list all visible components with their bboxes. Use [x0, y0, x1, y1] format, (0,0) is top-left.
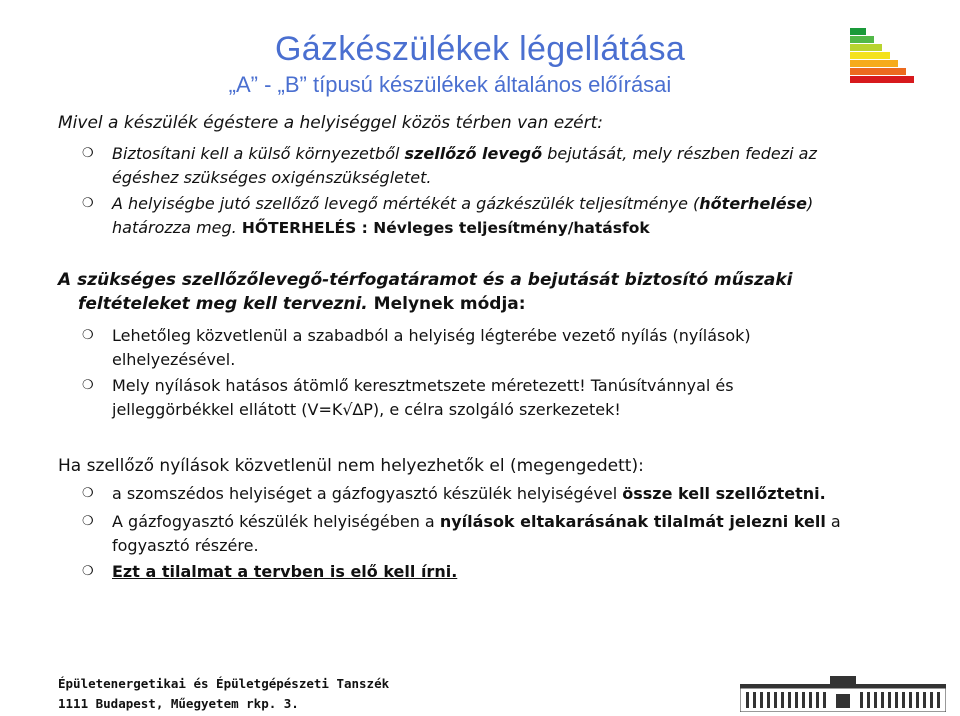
text: a [825, 512, 841, 531]
bullet-icon: ❍ [82, 328, 94, 343]
bullet-icon: ❍ [82, 486, 94, 501]
section3-bullet1 [112, 484, 826, 504]
energy-bar-g [850, 76, 914, 83]
section3-bullet2-line2: fogyasztó részére. [112, 536, 259, 555]
text: a szomszédos helyiséget a gázfogyasztó készülék helyiségével [112, 484, 623, 503]
section2-line1: A szükséges szellőzőlevegő-térfogatáramot és a bejutását biztosító műszaki [58, 270, 793, 290]
text: Biztosítani kell a külső környezetből [112, 144, 405, 163]
text-bold: össze kell szellőztetni. [622, 484, 826, 503]
text-bold: nyílások eltakarásának tilalmát jelezni kell [439, 512, 826, 531]
energy-bar-f [850, 68, 906, 75]
section2-bullet2: Mely nyílások hatásos átömlő keresztmetszete méretezett! Tanúsítvánnyal és [112, 376, 734, 395]
energy-bar-c [850, 44, 882, 51]
section3-bullet3: Ezt a tilalmat a tervben is elő kell írni. [112, 562, 458, 581]
text: Melynek módja: [367, 294, 526, 314]
bullet-icon: ❍ [82, 196, 94, 211]
text: feltételeket meg kell tervezni. [78, 294, 368, 314]
section2-bullet1: Lehetőleg közvetlenül a szabadból a helyiség légterébe vezető nyílás (nyílások) [112, 326, 751, 345]
bullet-icon: ❍ [82, 514, 94, 529]
text: bejutását, mely részben fedezi az [542, 144, 817, 163]
text-bold: szellőző levegő [404, 144, 543, 163]
section2-bullet2-line2: jelleggörbékkel ellátott (V=K√∆P), e célra szolgáló szerkezetek! [112, 400, 621, 419]
section1-bullet2 [112, 194, 813, 214]
section2-line2 [78, 294, 526, 314]
page-subtitle: „A” - „B” típusú készülékek általános előírásai [228, 72, 672, 97]
section1-bullet1 [112, 144, 817, 164]
section2-bullet1-line2: elhelyezésével. [112, 350, 236, 369]
footer-address: 1111 Budapest, Műegyetem rkp. 3. [58, 696, 299, 711]
section1-intro: Mivel a készülék égéstere a helyiséggel közös térben van ezért: [58, 113, 603, 133]
energy-bar-d [850, 52, 890, 59]
bullet-icon: ❍ [82, 146, 94, 161]
section1-bullet2-line2 [112, 218, 650, 238]
energy-bar-a [850, 28, 866, 35]
heat-load-definition: HŐTERHELÉS : Névleges teljesítmény/hatásfok [241, 219, 650, 237]
footer-department: Épületenergetikai és Épületgépészeti Tanszék [58, 676, 390, 691]
section1-bullet1-line2: égéshez szükséges oxigénszükségletet. [112, 168, 432, 187]
text: ) [807, 194, 814, 213]
text: határozza meg. [112, 218, 237, 237]
text: A gázfogyasztó készülék helyiségében a [112, 512, 440, 531]
energy-label-icon [850, 28, 930, 84]
text: A helyiségbe jutó szellőző levegő mértékét a gázkészülék teljesítménye ( [112, 194, 700, 213]
energy-bar-e [850, 60, 898, 67]
section3-bullet2 [112, 512, 841, 532]
university-building-icon [740, 676, 946, 712]
text-bold: hőterhelése [699, 194, 808, 213]
page-title: Gázkészülékek légellátása [274, 30, 686, 68]
energy-bar-b [850, 36, 874, 43]
bullet-icon: ❍ [82, 378, 94, 393]
bullet-icon: ❍ [82, 564, 94, 579]
section3-intro: Ha szellőző nyílások közvetlenül nem helyezhetők el (megengedett): [58, 456, 644, 476]
